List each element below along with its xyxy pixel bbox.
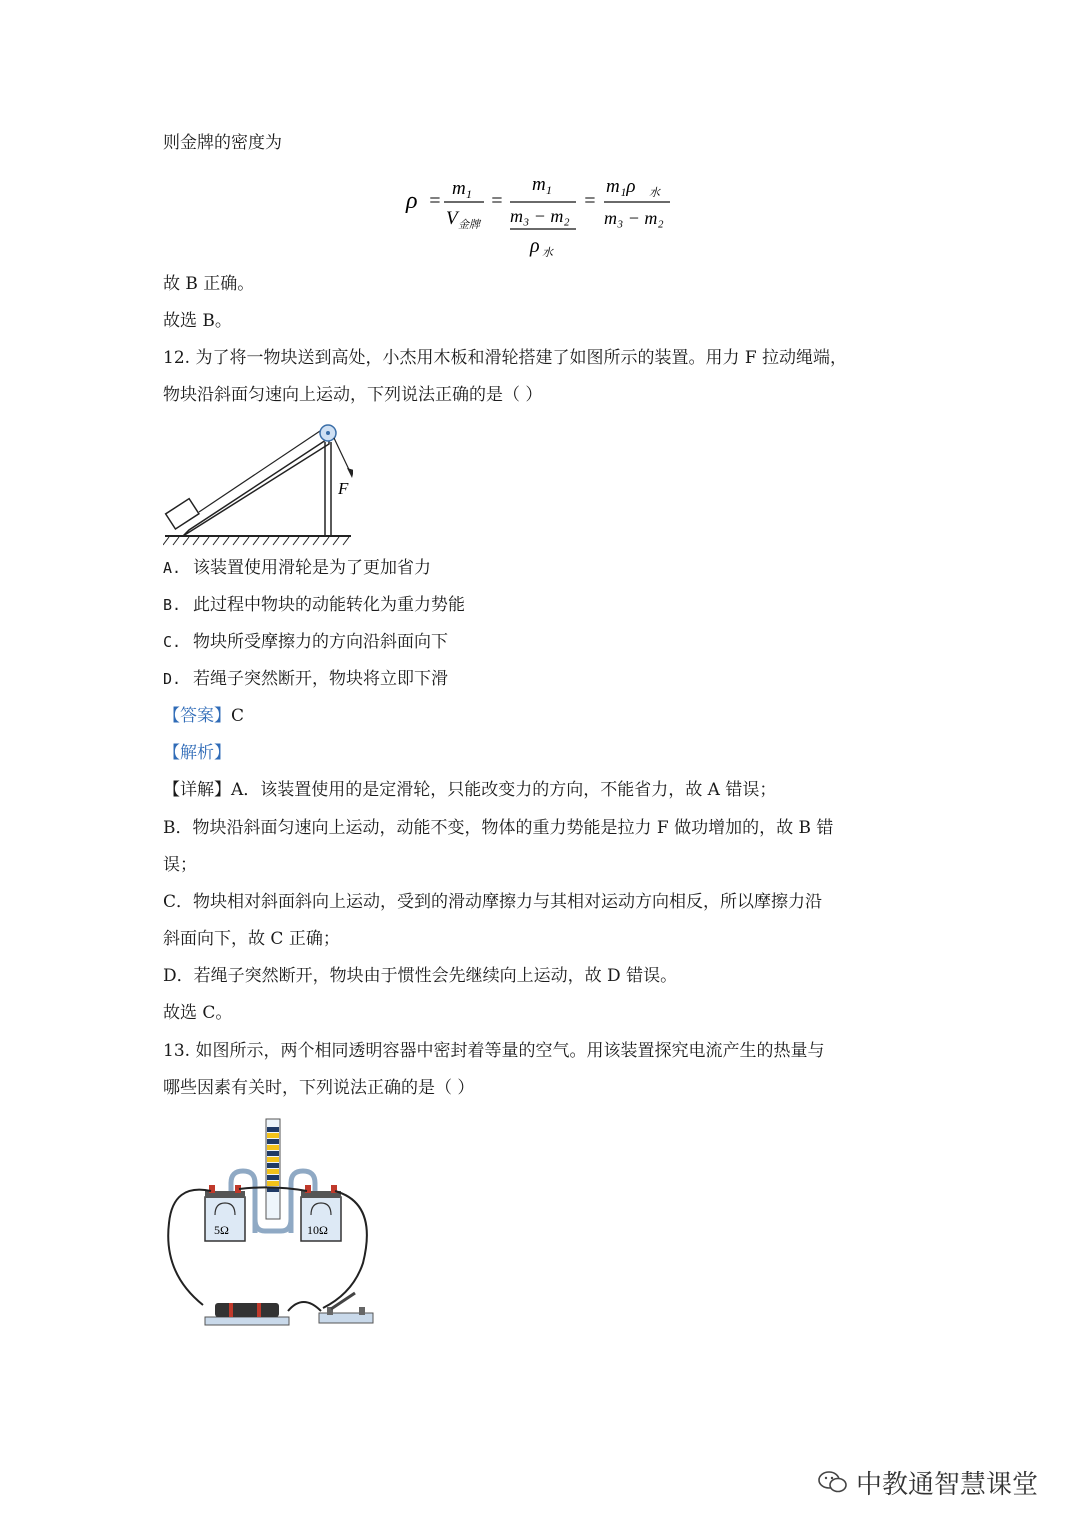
density-formula	[400, 168, 690, 263]
formula-rho-water: ρ	[530, 235, 540, 257]
analysis-heading: 【解析】	[163, 743, 231, 763]
text-line: 则金牌的密度为	[163, 133, 282, 153]
formula-m1rho-sub: 水	[649, 187, 660, 199]
answer-label: 【答案】	[163, 706, 231, 726]
detail-line-3: 误；	[163, 855, 197, 875]
force-label: F	[338, 479, 349, 498]
wechat-icon	[818, 1469, 848, 1495]
option-key: A.	[163, 559, 182, 577]
question-12-line1: 12. 为了将一物块送到高处，小杰用木板和滑轮搭建了如图所示的装置。用力 F 拉动绳端，	[163, 348, 848, 368]
formula-rho: ρ	[406, 188, 418, 214]
question-12-line2: 物块沿斜面匀速向上运动，下列说法正确的是（ ）	[163, 385, 543, 405]
question-13-line1: 13. 如图所示，两个相同透明容器中密封着等量的空气。用该装置探究电流产生的热量与	[163, 1041, 825, 1061]
detail-label: 【详解】	[163, 780, 231, 800]
option-key: D.	[163, 670, 182, 688]
formula-V-sub: 金牌	[458, 219, 480, 231]
answer-value: C	[231, 706, 245, 726]
detail-text: A．该装置使用的是定滑轮，只能改变力的方向，不能省力，故 A 错误；	[231, 780, 777, 800]
detail-line-1	[163, 778, 776, 802]
option-key: B.	[163, 596, 182, 614]
resistor-5-label: 5Ω	[214, 1223, 229, 1237]
formula-m3m2: m₃ − m₂	[510, 206, 570, 226]
question-13-line2: 哪些因素有关时，下列说法正确的是（ ）	[163, 1078, 475, 1098]
formula-m1-sub: 1	[466, 187, 472, 201]
formula-eq-1: =	[428, 190, 442, 212]
formula-m3m2-b: m₃ − m₂	[604, 208, 664, 228]
formula-V: V	[446, 208, 458, 229]
incline-pulley-figure	[163, 418, 353, 548]
option-text: 该装置使用滑轮是为了更加省力	[193, 558, 431, 578]
detail-line-7: 故选 C。	[163, 1003, 233, 1023]
option-text: 物块所受摩擦力的方向沿斜面向下	[193, 632, 448, 652]
text-line: 故 B 正确。	[163, 274, 255, 294]
option-a	[163, 556, 431, 580]
detail-line-6: D．若绳子突然断开，物块由于惯性会先继续向上运动，故 D 错误。	[163, 966, 678, 986]
circuit-figure	[163, 1113, 388, 1335]
option-key: C.	[163, 633, 182, 651]
formula-eq-3: =	[583, 190, 597, 212]
formula-eq-2: =	[490, 190, 504, 212]
formula-m1: m	[452, 178, 466, 199]
option-d	[163, 667, 448, 691]
answer-line	[163, 704, 244, 728]
resistor-10-label: 10Ω	[307, 1223, 328, 1237]
formula-m1rho: m₁ρ	[606, 176, 636, 197]
watermark-text: 中教通智慧课堂	[856, 1469, 1039, 1500]
option-c	[163, 630, 448, 654]
text-line: 故选 B。	[163, 311, 232, 331]
detail-line-4: C．物块相对斜面斜向上运动，受到的滑动摩擦力与其相对运动方向相反，所以摩擦力沿	[163, 892, 823, 912]
option-text: 此过程中物块的动能转化为重力势能	[193, 595, 465, 615]
watermark	[818, 1462, 1038, 1502]
formula-m1b: m	[532, 174, 546, 195]
option-text: 若绳子突然断开，物块将立即下滑	[193, 669, 448, 689]
formula-rho-water-sub: 水	[542, 247, 553, 259]
formula-m1b-sub: 1	[546, 183, 552, 197]
option-b	[163, 593, 465, 617]
detail-line-2: B．物块沿斜面匀速向上运动，动能不变，物体的重力势能是拉力 F 做功增加的，故 B 错	[163, 818, 834, 838]
detail-line-5: 斜面向下，故 C 正确；	[163, 929, 340, 949]
